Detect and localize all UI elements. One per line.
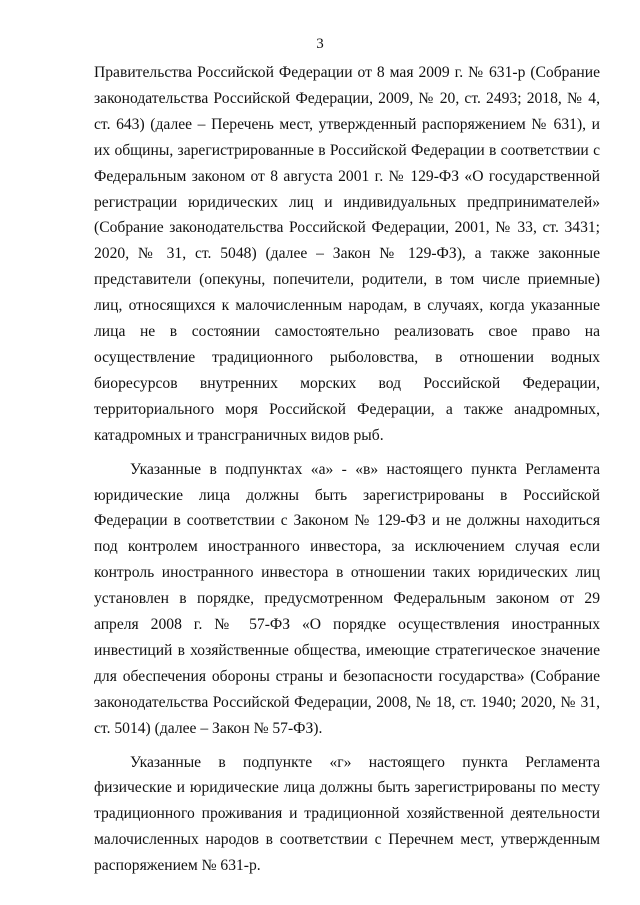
- page-number: 3: [316, 36, 324, 52]
- document-body: [94, 60, 600, 887]
- paragraph-registration-place: Указанные в подпункте «г» настоящего пункта Регламента физические и юридические лица должны быть зарегистрированы по месту традиционного проживания и традиционной хозяйственной деятельности малочисленных народов в соответствии с Перечнем мест, утвержденным распоряжением № 631-р.: [94, 753, 600, 875]
- paragraph-legal-entities: Указанные в подпунктах «а» - «в» настоящего пункта Регламента юридические лица должны быть зарегистрированы в Российской Федерации в соответствии с Законом № 129-ФЗ и не должны находиться под контролем иностранного инвестора, за исключением случая если контроль иностранного инвестора в отношении таких юридических лиц установлен в порядке, предусмотренном Федеральным законом от 29 апреля 2008 г. № 57-ФЗ «О порядке осуществления иностранных инвестиций в хозяйственные общества, имеющие стратегическое значение для обеспечения обороны страны и безопасности государства» (Собрание законодательства Российской Федерации, 2008, № 18, ст. 1940; 2020, № 31, ст. 5014) (далее – Закон № 57-ФЗ).: [94, 460, 600, 737]
- paragraph-continuation: Правительства Российской Федерации от 8 мая 2009 г. № 631-р (Собрание законодательства Российской Федерации, 2009, № 20, ст. 2493; 2018, № 4, ст. 643) (далее – Перечень мест, утвержденный распоряжением № 631), и их общины, зарегистрированные в Российской Федерации в соответствии с Федеральным законом от 8 августа 2001 г. № 129-ФЗ «О государственной регистрации юридических лиц и индивидуальных предпринимателей» (Собрание законодательства Российской Федерации, 2001, № 33, ст. 3431; 2020, № 31, ст. 5048) (далее – Закон № 129-ФЗ), а также законные представители (опекуны, попечители, родители, в том числе приемные) лиц, относящихся к малочисленным народам, в случаях, когда указанные лица не в состоянии самостоятельно реализовать свое право на осуществление традиционного рыболовства, в отношении водных биоресурсов внутренних морских вод Российской Федерации, территориального моря Российской Федерации, а также анадромных, катадромных и трансграничных видов рыб.: [94, 64, 600, 444]
